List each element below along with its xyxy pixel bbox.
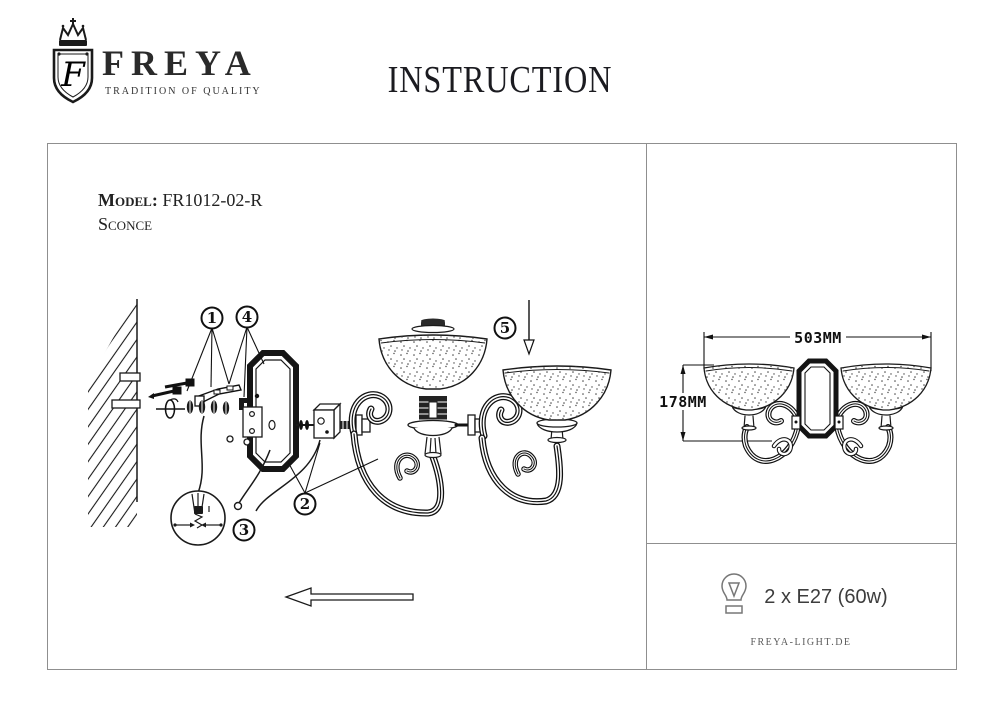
product-type: Sconce [98,214,153,235]
bulb-icon [714,569,754,625]
lamp-arm-assembled [456,366,611,502]
bulb-spec: 2 x E27 (60w) [764,585,888,608]
svg-text:3: 3 [238,521,250,539]
wall-hatch [88,296,140,527]
connector-block [296,404,370,438]
callout-3 [234,520,255,541]
brand-tagline: TRADITION OF QUALITY [105,86,262,97]
svg-text:4: 4 [241,308,253,326]
mounting-hardware [148,379,248,418]
wiring-detail-circle [171,491,225,545]
callout-5 [495,300,535,354]
website: FREYA-LIGHT.DE [750,637,852,648]
lamp-socket [408,396,458,458]
dimension-drawing [646,144,956,543]
svg-text:2: 2 [299,495,311,513]
monogram: F [61,55,85,95]
bulb-spec-row [646,543,956,625]
svg-text:1: 1 [206,309,218,327]
model-number: FR1012-02-R [162,190,263,210]
callout-1 [187,308,229,392]
direction-arrow [286,588,413,606]
assembly-diagram [48,144,646,669]
model-label: Model: [98,190,158,210]
page-title: INSTRUCTION [387,59,613,101]
svg-text:178MM: 178MM [659,393,707,411]
glass-shade-exploded [379,319,487,390]
content-box [47,143,957,670]
svg-text:503MM: 503MM [794,329,842,347]
sconce-front-view [704,361,931,461]
svg-text:5: 5 [499,319,511,337]
brand-name: FREYA [102,43,258,83]
